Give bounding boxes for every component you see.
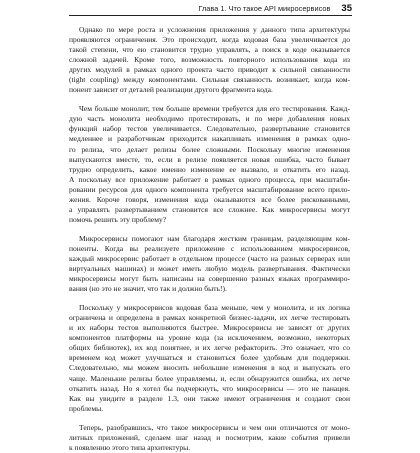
paragraph: [69, 423, 350, 453]
text-line: проблемы.: [69, 403, 104, 413]
text-line: а управлять развертыванием становится все сложнее. Как микросервисы могут: [69, 204, 350, 214]
text-line: Следовательно, мы можем вносить небольшие изменения в код и выпускать его: [69, 363, 350, 373]
paragraph: [69, 25, 350, 95]
text-line: такой степени, что ею становится трудно управлять, а поиск в коде оказывается: [69, 45, 350, 55]
text-line: жения. Короче говоря, изменения кода оказываются все более рискованными,: [69, 194, 350, 204]
text-line: вания (но это не значит, что так и должно быть!).: [69, 284, 227, 294]
text-line: Микросервисы помогают нам благодаря жестким границам, разделяющим ком-: [79, 233, 350, 243]
text-line: (tight coupling) между компонентами. Сильная связанность возникает, когда ком-: [69, 75, 350, 85]
text-line: ровании ресурсов для одного компонента требуется масштабирование всего прило-: [69, 184, 350, 194]
text-line: понент зависит от деталей реализации другого фрагмента кода.: [69, 85, 273, 95]
text-line: медленнее и разработчикам приходится накапливать изменения в рамках одно-: [69, 134, 350, 144]
text-line: А поскольку все приложение работает в рамках одного процесса, при масштаби-: [69, 174, 350, 184]
text-line: функций набор тестов увеличивается. Следовательно, развертывание становится: [69, 124, 350, 134]
text-line: поненты. Когда вы реализуете приложение с использованием микросервисов,: [69, 243, 350, 253]
text-line: Теперь, разобравшись, что такое микросервисы и чем они отличаются от моно-: [79, 422, 350, 432]
text-line: выпускаются вместе, то, если в релизе появляется новая ошибка, часто бывает: [69, 154, 350, 164]
text-line: Чем больше монолит, тем больше времени требуется для его тестирования. Кажд-: [79, 104, 350, 114]
text-line: других модулей в рамках одного проекта часто приводит к сильной связанности: [69, 65, 350, 75]
text-line: виртуальных машинах) и может иметь любую модель развертывания. Фактически: [69, 264, 350, 274]
text-line: трудно определить, какое именно изменение ее вызвало, и откатить его назад.: [69, 164, 350, 174]
text-line: литных приложений, сделаем шаг назад и посмотрим, какие события привели: [69, 432, 350, 442]
text-line: к появлению этого типа архитектуры.: [69, 442, 191, 452]
text-line: проявляются ограничения. Это происходит, когда кодовая база увеличивается до: [69, 35, 350, 45]
text-line: Как вы увидите в разделе 1.3, они также имеют ограничения и создают свои: [69, 393, 350, 403]
text-line: Однако по мере роста и усложнения приложения у данного типа архитектуры: [79, 25, 350, 34]
text-line: помочь решить эту проблему?: [69, 214, 167, 224]
paragraph: [69, 234, 350, 294]
text-line: компонентов платформы на уровне кода (за исключением, возможно, некоторых: [69, 333, 350, 343]
text-line: откатить назад. Но я хотел бы подчеркнуть, что микросервисы — это не панацея.: [69, 383, 350, 393]
page-body: [69, 25, 350, 453]
text-line: общих библиотек), их код понятнее, и их легче рефакторить. Это означает, что со: [69, 343, 350, 353]
text-line: временем код может улучшаться и становиться более удобным для поддержки.: [69, 353, 350, 363]
text-line: и их наборы тестов выполняются быстрее. Микросервисы не зависят от других: [69, 323, 350, 333]
paragraph: [69, 104, 350, 225]
page-number: 35: [341, 3, 352, 14]
text-line: чаще. Маленькие релизы более управляемы, и, если обнаружится ошибка, их легче: [69, 373, 350, 383]
text-line: го релиза, что делает релизы более сложными. Поскольку многие изменения: [69, 144, 350, 154]
text-line: Поскольку у микросервисов кодовая база меньше, чем у монолита, и их логика: [79, 303, 350, 313]
text-line: дую часть монолита необходимо протестировать, и по мере добавления новых: [69, 114, 350, 124]
text-line: ограничена и определена в рамках конкретной бизнес-задачи, их легче тестировать: [69, 313, 350, 323]
text-line: микросервисы могут быть написаны на совершенно разных языках программиро-: [69, 274, 350, 284]
chapter-title: Глава 1. Что такое API микросервисов: [198, 4, 331, 13]
paragraph: [69, 303, 350, 414]
running-header: [69, 0, 352, 16]
text-line: сложной задачей. Кроме того, возможность повторного использования кода из: [69, 55, 350, 65]
text-line: каждый микросервис работает в отдельном процессе (часто на разных серверах или: [69, 253, 350, 263]
